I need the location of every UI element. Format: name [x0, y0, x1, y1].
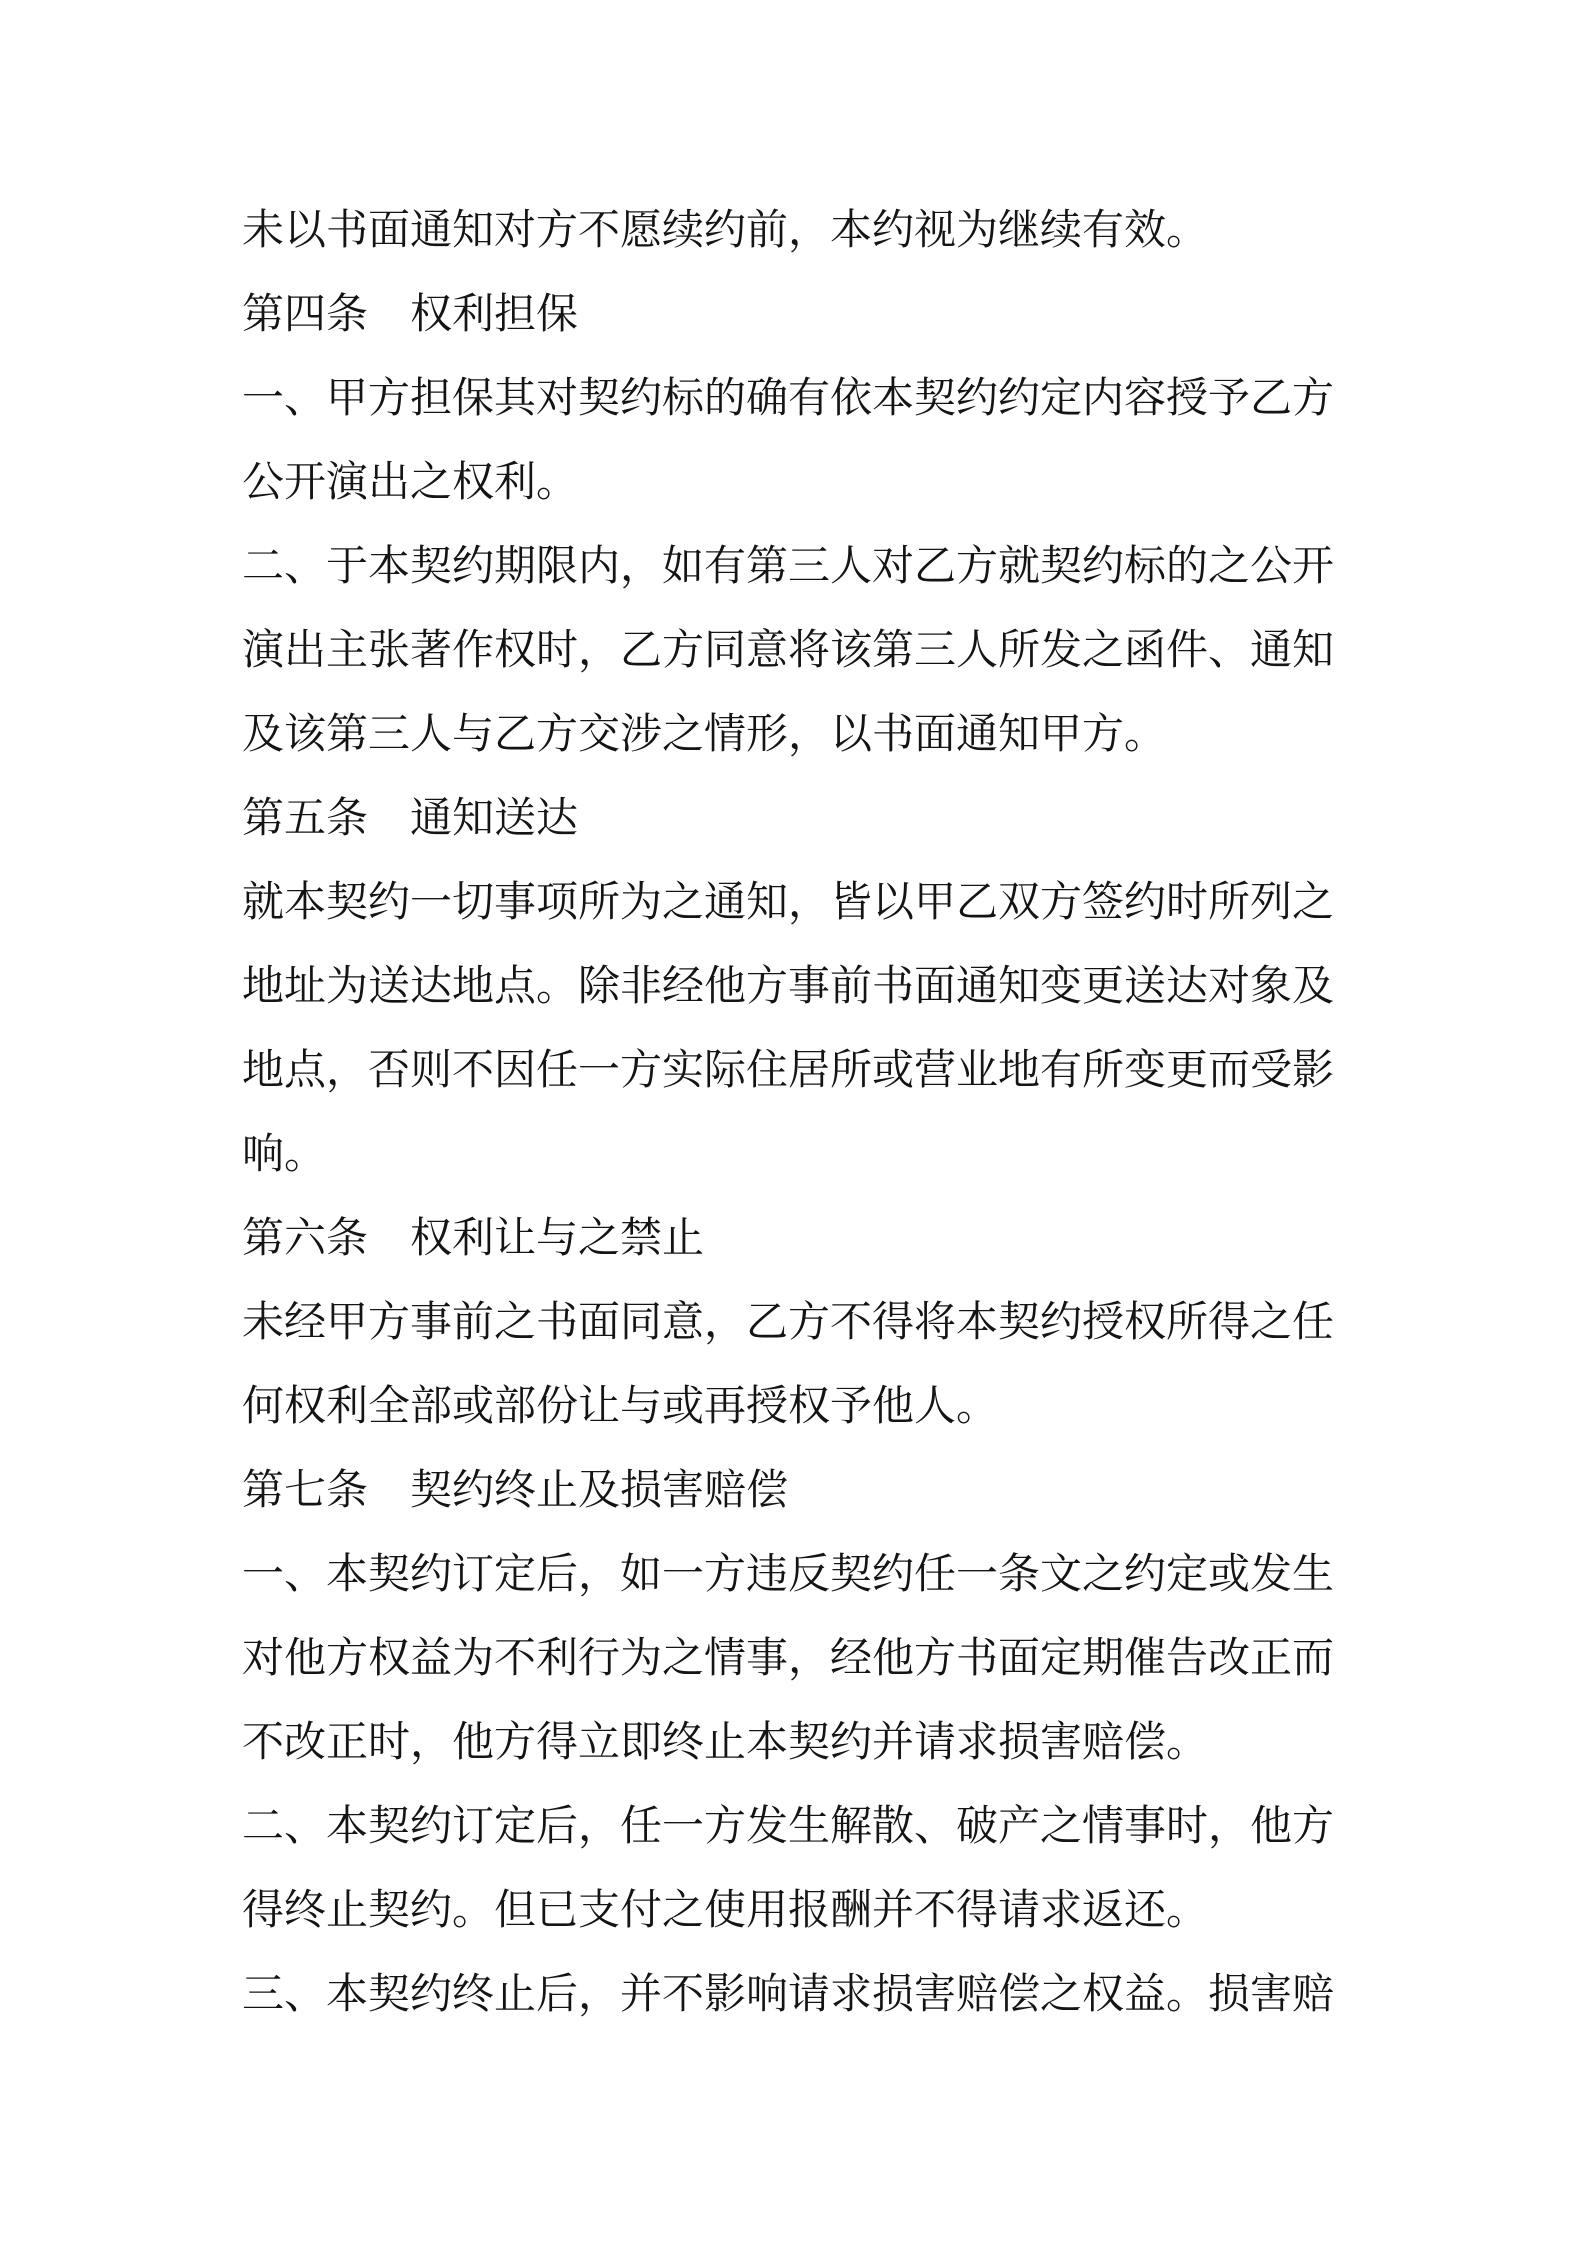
text-line: 何权利全部或部份让与或再授权予他人。	[242, 1381, 999, 1430]
text-line: 一、甲方担保其对契约标的确有依本契约约定内容授予乙方	[242, 373, 1335, 422]
text-line: 地址为送达地点。除非经他方事前书面通知变更送达对象及	[242, 961, 1335, 1010]
text-line: 未以书面通知对方不愿续约前，本约视为继续有效。	[242, 205, 1209, 254]
text-line: 响。	[242, 1129, 327, 1178]
section-heading-7: 第七条 契约终止及损害赔偿	[242, 1465, 789, 1514]
text-line: 一、本契约订定后，如一方违反契约任一条文之约定或发生	[242, 1549, 1335, 1598]
text-line: 演出主张著作权时，乙方同意将该第三人所发之函件、通知	[242, 625, 1335, 674]
section-heading-5: 第五条 通知送达	[242, 793, 579, 842]
text-line: 三、本契约终止后，并不影响请求损害赔偿之权益。损害赔	[242, 1969, 1335, 2018]
text-line: 二、于本契约期限内，如有第三人对乙方就契约标的之公开	[242, 541, 1335, 590]
text-line: 对他方权益为不利行为之情事，经他方书面定期催告改正而	[242, 1633, 1335, 1682]
text-line: 不改正时，他方得立即终止本契约并请求损害赔偿。	[242, 1717, 1209, 1766]
text-line: 就本契约一切事项所为之通知，皆以甲乙双方签约时所列之	[242, 877, 1335, 926]
text-line: 二、本契约订定后，任一方发生解散、破产之情事时，他方	[242, 1801, 1335, 1850]
section-heading-6: 第六条 权利让与之禁止	[242, 1213, 705, 1262]
text-line: 地点，否则不因任一方实际住居所或营业地有所变更而受影	[242, 1045, 1335, 1094]
text-line: 及该第三人与乙方交涉之情形，以书面通知甲方。	[242, 709, 1167, 758]
section-heading-4: 第四条 权利担保	[242, 289, 579, 338]
text-line: 公开演出之权利。	[242, 457, 579, 506]
text-line: 未经甲方事前之书面同意，乙方不得将本契约授权所得之任	[242, 1297, 1335, 1346]
text-line: 得终止契约。但已支付之使用报酬并不得请求返还。	[242, 1885, 1209, 1934]
